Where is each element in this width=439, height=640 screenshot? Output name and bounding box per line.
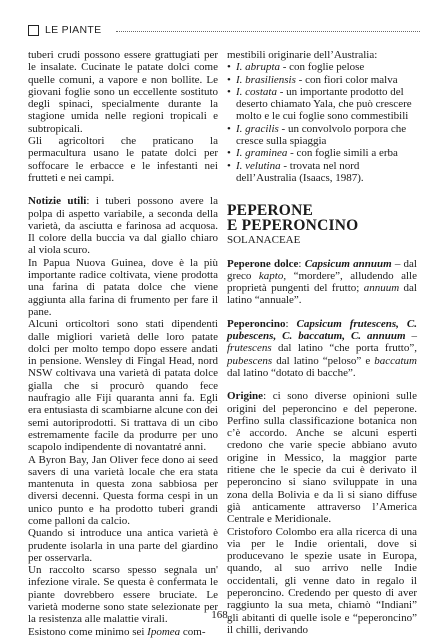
paragraph: A Byron Bay, Jan Oliver fece dono ai seed savers di una varietà locale che era stata mantenuta in questa zona sabbiosa per diversi decenni. Questa forma cespi in un unico punto e ha prodotto tuberi grandi come palloni da calcio. [28,453,218,527]
header-square-icon [28,25,39,36]
paragraph: mestibili originarie dell’Australia: [227,49,378,61]
paragraph: Un raccolto scarso spesso segnala un' infezione virale. Se questa è confermata le piante dovrebbero essere bruciate. Le varietà moderne sono state selezionate per la resistenza alle malattie virali. [28,564,218,626]
paragraph: In Papua Nuova Guinea, dove è la più importante radice coltivata, viene prodotta una farina di patata dolce che viene aggiunta alla farina di frumento per fare il pane. [28,256,218,318]
family-name: SOLANACEAE [227,234,301,247]
running-header [28,23,420,39]
page-number: 168 [211,609,228,621]
list-item: • I. brasiliensis - con fiori color malva [227,74,417,86]
term-notizie-utili: Notizie utili [28,195,87,208]
paragraph: Gli agricoltori che praticano la permacultura usano le patate dolci per soffocare le erbacce e le infestanti nei frutteti e nei campi. [28,135,218,184]
list-item: • I. costata - un importante prodotto del deserto chiamato Yala, che può crescere molto e le cui foglie sono commestibili [227,86,417,123]
paragraph: Cristoforo Colombo era alla ricerca di una via per le Indie orientali, dove si producevano le spezie usate in Europa, quando, al suo arrivo nelle Indie occidentali, gli venne dato in regalo il peperoncino. Credendo per questo di aver raggiunto la sua meta, chiamò “Indiani” gli abitanti di quelle isole e “peperoncino” il chilli, derivando [227,525,417,636]
paragraph: Alcuni orticoltori sono stati dipendenti dalle migliori varietà delle loro patate dolci per molto tempo dopo essere andati in pensione. Wensley di Fingal Head, nord NSW coltivava una varietà di patata dolce gialla che si procurò quando fece naufragio alle Fiji quaranta anni fa. Egli era entusiasta di scambiarne alcune con dei semi autoriprodotti. Si trattava di un cibo estremamente facile da produrre per uno scapolo indipendente di novantatré anni. [28,318,218,454]
paragraph-peperone: Peperone dolce: Capsicum annuum – dal greco kapto, “mordere”, alludendo alle proprietà pungenti del frutto; annuum dal latino “annuale”. [227,257,417,307]
list-item: • I. velutina - trovata nel nord dell’Australia (Isaacs, 1987). [227,160,417,185]
paragraph-origine: Origine: ci sono diverse opinioni sulle origini del peperoncino e del peperone. Perfino sulla classificazione botanica non c’è accordo. Anche se alcuni esperti credono che varie specie abbiano avuto origine in Messico, la maggior parte ritiene che le specie da cui è derivato il peperoncino si siano sviluppate in una zona della Bolivia e da lì si siano diffuse già anticamente attraverso l’America Centrale e Meridionale. [227,390,417,526]
paragraph: Esistono come minimo sei Ipomea com- [28,625,206,638]
paragraph-peperoncino: Peperoncino: Capsicum frutescens, C. pubescens, C. baccatum, C. annuum – frutescens dal latino “che porta frutto”, pubescens dal latino “peloso” e baccatum dal latino “dotato di bacche”. [227,317,418,379]
paragraph: tuberi crudi possono essere grattugiati per le insalate. Cucinate le patate dolci come quelle comuni, a vapore e non bollite. Le giovani foglie sono un eccellente sostituto degli spinaci, specialmente durante la stagione umida nelle regioni tropicali e subtropicali. [28,49,218,135]
list-item: • I. graminea - con foglie simili a erba [227,147,417,159]
header-title: LE PIANTE [45,24,102,36]
left-column [28,49,218,638]
right-column [227,49,417,636]
paragraph: Quando si introduce una antica varietà è prudente isolarla in una parte del giardino per osservarla. [28,527,218,564]
species-list [227,61,417,184]
header-dotted-rule [116,31,420,32]
list-item: • I. abrupta - con foglie pelose [227,61,417,73]
paragraph-notizie: Notizie utili: i tuberi possono avere la polpa di aspetto variabile, a seconda della varietà, da asciutta e farinosa ad acquosa. Il colore della buccia va dal giallo chiaro al viola scuro. [28,195,218,257]
section-title: PEPERONE E PEPERONCINO [227,202,359,235]
list-item: • I. gracilis - un convolvolo porpora che cresce sulla spiaggia [227,123,417,148]
